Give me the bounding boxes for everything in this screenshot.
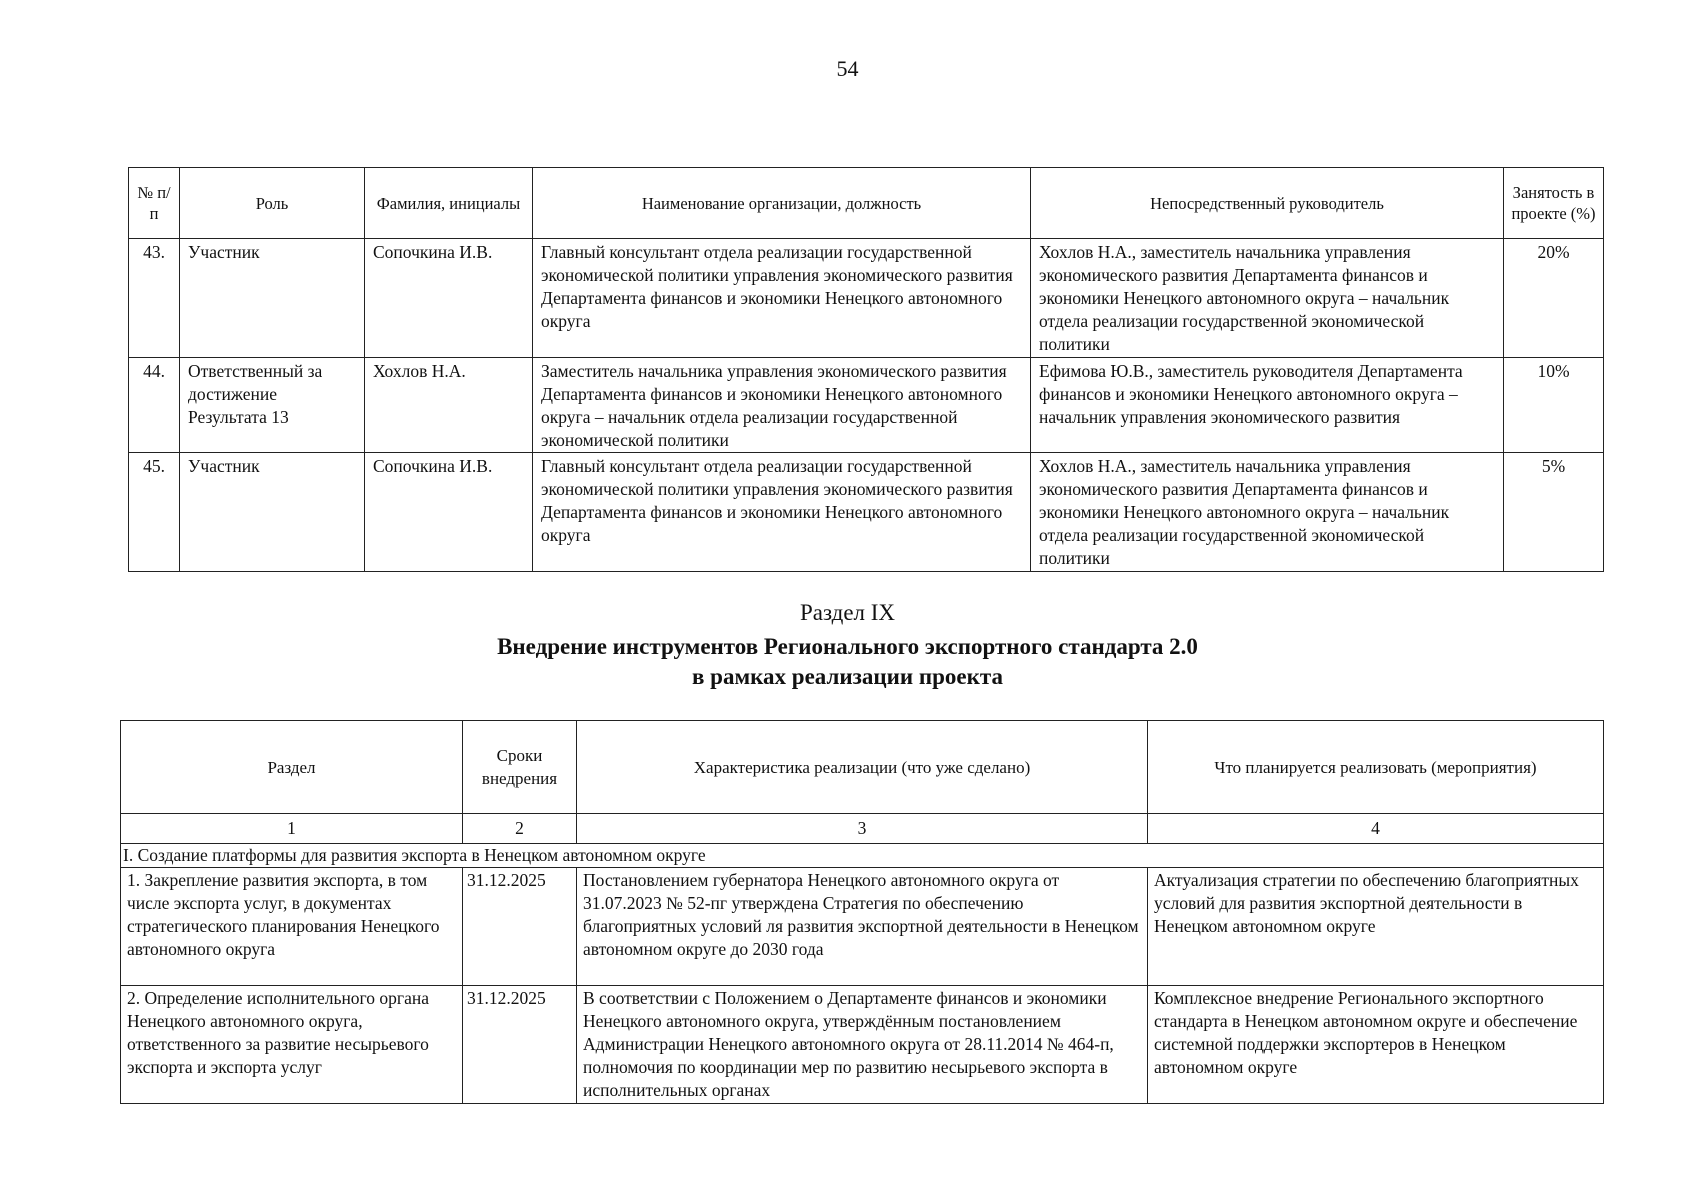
row-name: Хохлов Н.А.	[365, 358, 533, 453]
row-section: 1. Закрепление развития экспорта, в том числе экспорта услуг, в документах стратегического планирования Ненецкого автономного округа	[121, 868, 463, 986]
header-dates: Сроки внедрения	[463, 721, 577, 814]
table-row	[129, 239, 1604, 358]
row-organization: Главный консультант отдела реализации государственной экономической политики управления экономического развития Департамента финансов и экономики Ненецкого автономного округа	[533, 453, 1031, 572]
row-number: 44.	[129, 358, 180, 453]
row-role: Ответственный за достижение Результата 13	[180, 358, 365, 453]
row-date: 31.12.2025	[463, 986, 577, 1104]
row-supervisor: Ефимова Ю.В., заместитель руководителя Департамента финансов и экономики Ненецкого автономного округа – начальник управления экономического развития	[1031, 358, 1504, 453]
row-role: Участник	[180, 453, 365, 572]
row-number: 45.	[129, 453, 180, 572]
row-planned: Актуализация стратегии по обеспечению благоприятных условий для развития экспортной деятельности в Ненецком автономном округе	[1148, 868, 1604, 986]
section-title-line-1: Внедрение инструментов Регионального экспортного стандарта 2.0	[497, 634, 1198, 659]
header-section: Раздел	[121, 721, 463, 814]
column-number: 1	[121, 814, 463, 844]
row-done: В соответствии с Положением о Департаменте финансов и экономики Ненецкого автономного округа, утверждённым постановлением Администрации Ненецкого автономного округа от 28.11.2014 № 464-п, полномочия по координации мер по развитию несырьевого экспорта в исполнительных органах	[577, 986, 1148, 1104]
row-organization: Заместитель начальника управления экономического развития Департамента финансов и экономики Ненецкого автономного округа – начальник отдела реализации государственной экономической политики	[533, 358, 1031, 453]
table-row	[121, 986, 1604, 1104]
column-number-row	[121, 814, 1604, 844]
project-roles-table	[128, 167, 1604, 572]
column-number: 4	[1148, 814, 1604, 844]
table-row	[129, 453, 1604, 572]
row-date: 31.12.2025	[463, 868, 577, 986]
row-planned: Комплексное внедрение Регионального экспортного стандарта в Ненецком автономном округе и обеспечение системной поддержки экспортеров в Ненецком автономном округе	[1148, 986, 1604, 1104]
row-role: Участник	[180, 239, 365, 358]
header-num: № п/п	[129, 168, 180, 239]
section-label: Раздел IX	[799, 600, 896, 625]
row-section: 2. Определение исполнительного органа Ненецкого автономного округа, ответственного за развитие несырьевого экспорта и экспорта услуг	[121, 986, 463, 1104]
row-number: 43.	[129, 239, 180, 358]
row-load: 10%	[1504, 358, 1604, 453]
table-header-row	[129, 168, 1604, 239]
group-row	[121, 844, 1604, 868]
table-header-row	[121, 721, 1604, 814]
header-load: Занятость в проекте (%)	[1504, 168, 1604, 239]
row-load: 20%	[1504, 239, 1604, 358]
row-supervisor: Хохлов Н.А., заместитель начальника управления экономического развития Департамента финансов и экономики Ненецкого автономного округа – начальник отдела реализации государственной экономической политики	[1031, 453, 1504, 572]
section-title	[0, 632, 1695, 692]
column-number: 2	[463, 814, 577, 844]
row-load: 5%	[1504, 453, 1604, 572]
table-row	[129, 358, 1604, 453]
row-done: Постановлением губернатора Ненецкого автономного округа от 31.07.2023 № 52-пг утверждена Стратегия по обеспечению благоприятных условий ля развития экспортной деятельности в Ненецком автономном округе до 2030 года	[577, 868, 1148, 986]
row-organization: Главный консультант отдела реализации государственной экономической политики управления экономического развития Департамента финансов и экономики Ненецкого автономного округа	[533, 239, 1031, 358]
header-role: Роль	[180, 168, 365, 239]
row-name: Сопочкина И.В.	[365, 453, 533, 572]
header-planned: Что планируется реализовать (мероприятия)	[1148, 721, 1604, 814]
export-standard-table	[120, 720, 1604, 1104]
header-name: Фамилия, инициалы	[365, 168, 533, 239]
row-supervisor: Хохлов Н.А., заместитель начальника управления экономического развития Департамента финансов и экономики Ненецкого автономного округа – начальник отдела реализации государственной экономической политики	[1031, 239, 1504, 358]
header-organization: Наименование организации, должность	[533, 168, 1031, 239]
row-name: Сопочкина И.В.	[365, 239, 533, 358]
table-row	[121, 868, 1604, 986]
header-supervisor: Непосредственный руководитель	[1031, 168, 1504, 239]
column-number: 3	[577, 814, 1148, 844]
group-title: I. Создание платформы для развития экспорта в Ненецком автономном округе	[121, 844, 1604, 868]
section-title-line-2: в рамках реализации проекта	[692, 664, 1003, 689]
page-number: 54	[836, 56, 859, 81]
header-done: Характеристика реализации (что уже сделано)	[577, 721, 1148, 814]
